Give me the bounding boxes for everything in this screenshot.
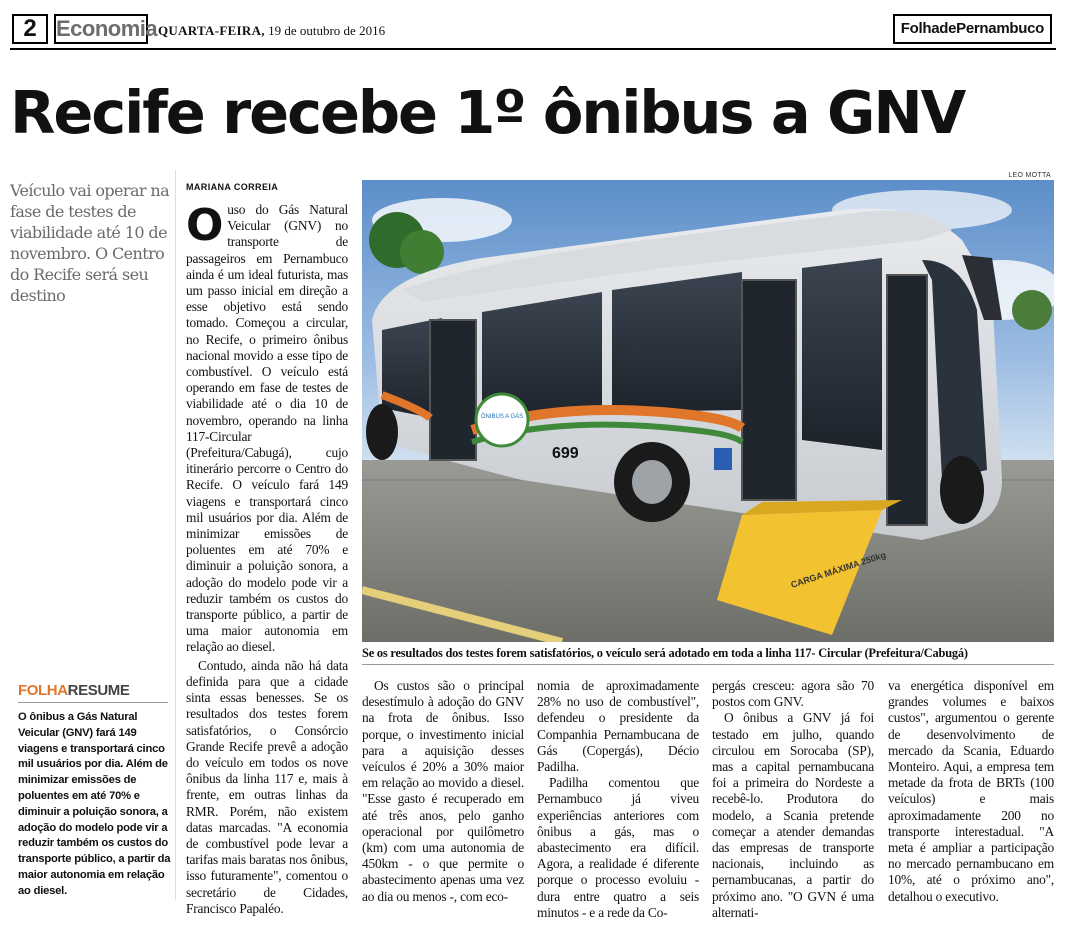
deck: Veículo vai operar na fase de testes de viabilidade até 10 de novembro. O Centro do Recife será seu destino — [10, 181, 170, 305]
paragraph: Contudo, ainda não há data definida para que a cidade sinta essas benesses. Se os resultados dos testes forem satisfatórios, o Consórcio Grande Recife prevê a adoção do veículo em todos os nove ônibus da linha 117 e, mais à frente, em outras linhas da RMR. Porém, não existem datas marcadas. "A economia de combustível pode levar a tarifas mais baratas nos ônibus, isso futuramente", comentou o secretário de Cidades, Francisco Papaléo. — [186, 657, 348, 916]
resume-rule — [18, 702, 168, 703]
resume-title — [18, 682, 129, 699]
resume-title-folha: FOLHA — [18, 682, 68, 699]
dropcap: O — [186, 200, 224, 251]
paragraph: nomia de aproximadamente 28% no uso de combustível", defendeu o presidente da Companhia Pernambucana de Gás (Copergás), Décio Padilha. — [537, 678, 699, 775]
body-column-5 — [888, 678, 1054, 908]
body-column-3 — [537, 678, 699, 920]
paragraph: O ônibus a GNV já foi testado em julho, quando circulou em Sorocaba (SP), mas a capital pernambucana foi a primeira do Nordeste a recebê-lo. Produtora do modelo, a Scania pretende começar a atender demandas das empresas de transporte nacionais, incluindo as pernambucanas, a partir do próximo ano. "O GVN é uma alternati- — [712, 710, 874, 920]
weekday: QUARTA-FEIRA, — [158, 23, 265, 38]
ramp-text: CARGA MÁXIMA 250kg — [789, 549, 888, 590]
paragraph: Ouso do Gás Natural Veicular (GNV) no transporte de passageiros em Pernambuco ainda é um ideal futurista, mas um passo inicial em direção a esse objetivo está sendo tomado. Começou a circular, no Recife, o primeiro ônibus nacional movido a esse tipo de combustível. O veículo está operando em fase de testes de viabilidade até o dia 10 de novembro, operando na linha 117-Circular (Prefeitura/Cabugá), cujo itinerário percorre o Centro do Recife. O veículo fará 149 viagens e transportará cinco mil usuários por dia. Além de minimizar emissões de poluentes em até 70% e diminuir a poluição sonora, a adoção do modelo pode vir a reduzir também os custos do transporte público, a partir de uma maior autonomia em relação ao diesel. — [186, 200, 348, 655]
body-column-1 — [186, 200, 348, 916]
date-text: 19 de outubro de 2016 — [268, 23, 386, 38]
newspaper-brand: FolhadePernambuco — [893, 14, 1052, 44]
bus-number: 699 — [552, 445, 579, 462]
page-number: 2 — [12, 14, 48, 44]
bus-illustration — [362, 180, 1054, 642]
photo-caption: Se os resultados dos testes forem satisfatórios, o veículo será adotado em toda a linha 117- Circular (Prefeitura/Cabugá) — [362, 646, 968, 660]
photo-credit: LEO MOTTA — [1008, 172, 1051, 179]
paragraph: va energética disponível em grandes volumes e baixos custos", argumentou o gerente de desenvolvimento de mercado da Scania, Eduardo Monteiro. Aqui, a empresa tem metade da frota de BRTs (100 veículos) e mais aproximadamente 200 no transporte interestadual. "A meta é ampliar a participação no mercado pernambucano em 10%, até o próximo ano", detalhou o executivo. — [888, 678, 1054, 904]
bus-logo-text: ÔNIBUS A GÁS — [480, 414, 524, 420]
caption-rule — [362, 664, 1054, 665]
paragraph: pergás cresceu: agora são 70 postos com GNV. — [712, 678, 874, 710]
paragraph: Padilha comentou que Pernambuco já viveu experiências anteriores com ônibus a gás, mas o abastecimento era difícil. Agora, a realidade é diferente porque o processo evoluiu - dura entre quatro a seis minutos - e a rede da Co- — [537, 775, 699, 920]
author-byline: MARIANA CORREIA — [186, 182, 279, 192]
body-column-4 — [712, 678, 874, 920]
body-column-2 — [362, 678, 524, 908]
section-label: Economia — [54, 14, 148, 44]
page-header — [10, 6, 1056, 48]
publication-date — [158, 23, 385, 39]
bus-photo — [362, 180, 1054, 642]
header-rule — [10, 48, 1056, 50]
resume-text: O ônibus a Gás Natural Veicular (GNV) fará 149 viagens e transportará cinco mil usuários por dia. Além de minimizar emissões de poluentes em até 70% e diminuir a poluição sonora, a adoção do modelo pode vir a reduzir também os custos do transporte público, a partir da maior autonomia em relação ao diesel. — [18, 711, 171, 897]
paragraph: Os custos são o principal desestímulo à adoção do GNV na frota de ônibus. Isso porque, o investimento inicial para a aquisição desses veículos é 20% a 30% maior em relação ao movido a diesel. "Esse gasto é recuperado em até três anos, pelo ganho operacional por quilômetro (km) com uma autonomia de 450km - o que permite o abastecimento apenas uma vez ao dia ou menos -, com eco- — [362, 678, 524, 904]
headline: Recife recebe 1º ônibus a GNV — [10, 78, 965, 147]
resume-title-resume: RESUME — [67, 682, 130, 699]
